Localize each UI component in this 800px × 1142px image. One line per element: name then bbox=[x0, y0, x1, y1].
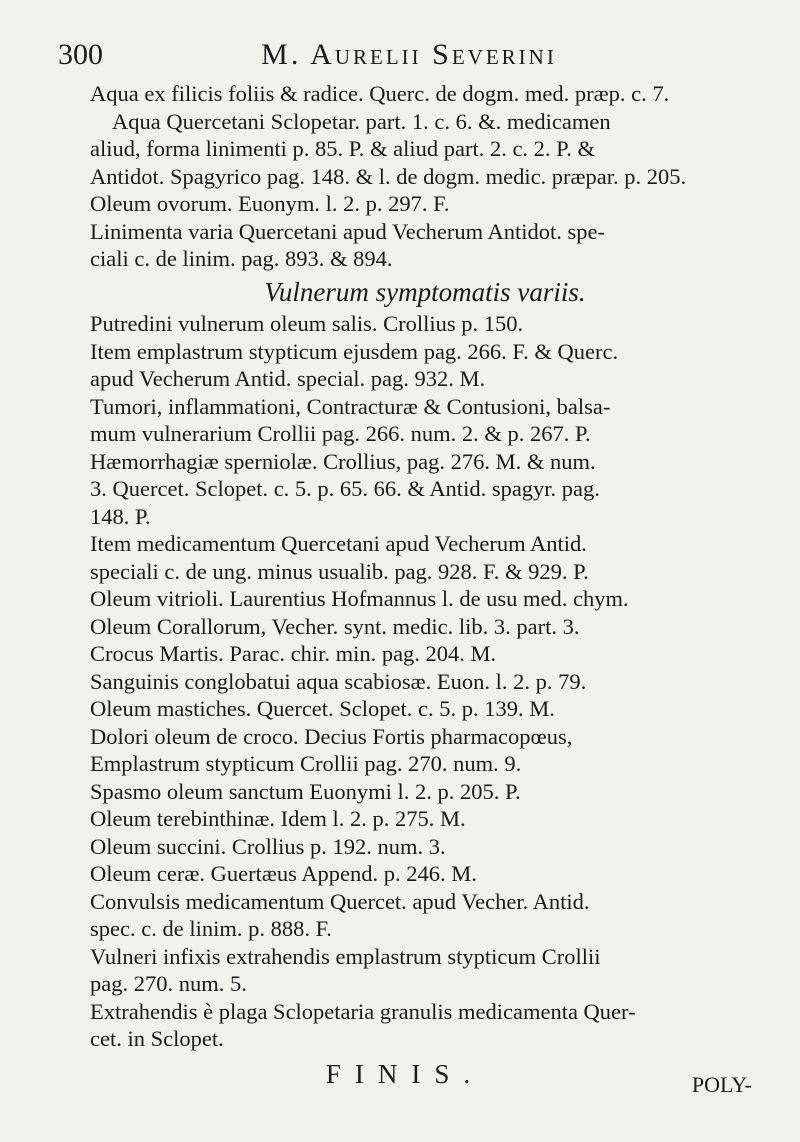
text-line: mum vulnerarium Crollii pag. 266. num. 2. & p. 267. P. bbox=[90, 421, 591, 446]
text-line: Vulneri infixis extrahendis emplastrum stypticum Crollii bbox=[90, 943, 601, 969]
text-line: cet. in Sclopet. bbox=[90, 1026, 224, 1051]
running-head: M. Aurelii Severini bbox=[261, 38, 557, 71]
text-line: 3. Quercet. Sclopet. c. 5. p. 65. 66. & Antid. spagyr. pag. bbox=[90, 476, 600, 501]
text-line: Aqua ex filicis foliis & radice. Querc. de dogm. med. præp. c. 7. bbox=[90, 81, 670, 106]
text-line: Aqua Quercetani Sclopetar. part. 1. c. 6. &. medicamen bbox=[112, 108, 611, 134]
text-line: Oleum Corallorum, Vecher. synt. medic. lib. 3. part. 3. bbox=[90, 613, 580, 639]
text-line: Sanguinis conglobatui aqua scabiosæ. Euon. l. 2. p. 79. bbox=[90, 668, 587, 694]
text-line: Tumori, inflammationi, Contracturæ & Contusioni, balsa- bbox=[90, 393, 611, 419]
text-line: Emplastrum stypticum Crollii pag. 270. num. 9. bbox=[90, 751, 522, 776]
text-line: Extrahendis è plaga Sclopetaria granulis medicamenta Quer- bbox=[90, 998, 636, 1024]
page-header bbox=[58, 38, 760, 78]
text-line: Dolori oleum de croco. Decius Fortis pharmacopœus, bbox=[90, 723, 573, 749]
text-line: spec. c. de linim. p. 888. F. bbox=[90, 916, 332, 941]
text-line: Putredini vulnerum oleum salis. Crollius p. 150. bbox=[90, 311, 524, 336]
text-line: Antidot. Spagyrico pag. 148. & l. de dogm. medic. præpar. p. 205. bbox=[90, 163, 687, 189]
text-line: Linimenta varia Quercetani apud Vecherum Antidot. spe- bbox=[90, 218, 606, 244]
text-line: Oleum mastiches. Quercet. Sclopet. c. 5. p. 139. M. bbox=[90, 696, 555, 721]
finis-mark: FINIS. bbox=[325, 1058, 485, 1089]
text-line: Item emplastrum stypticum ejusdem pag. 266. F. & Querc. bbox=[90, 338, 619, 364]
text-line: aliud, forma linimenti p. 85. P. & aliud part. 2. c. 2. P. & bbox=[90, 136, 595, 161]
text-line: Spasmo oleum sanctum Euonymi l. 2. p. 205. P. bbox=[90, 778, 521, 804]
text-line: Oleum terebinthinæ. Idem l. 2. p. 275. M. bbox=[90, 806, 466, 831]
text-line: Oleum ovorum. Euonym. l. 2. p. 297. F. bbox=[90, 191, 450, 216]
text-line: apud Vecherum Antid. special. pag. 932. M. bbox=[90, 366, 486, 391]
text-line: speciali c. de ung. minus usualib. pag. 928. F. & 929. P. bbox=[90, 558, 589, 584]
text-line: Oleum succini. Crollius p. 192. num. 3. bbox=[90, 833, 446, 859]
section-title: Vulnerum symptomatis variis. bbox=[264, 276, 586, 307]
catchword: POLY- bbox=[691, 1072, 752, 1097]
text-line: Oleum vitrioli. Laurentius Hofmannus l. de usu med. chym. bbox=[90, 586, 629, 611]
text-line: 148. P. bbox=[90, 503, 151, 529]
text-line: pag. 270. num. 5. bbox=[90, 971, 247, 996]
page-number: 300 bbox=[58, 38, 103, 71]
text-line: Convulsis medicamentum Quercet. apud Vecher. Antid. bbox=[90, 888, 590, 914]
body-text bbox=[90, 80, 760, 1088]
text-line: Crocus Martis. Parac. chir. min. pag. 204. M. bbox=[90, 641, 497, 666]
text-line: Oleum ceræ. Guertæus Append. p. 246. M. bbox=[90, 861, 477, 886]
text-line: ciali c. de linim. pag. 893. & 894. bbox=[90, 246, 393, 271]
text-line: Hæmorrhagiæ sperniolæ. Crollius, pag. 276. M. & num. bbox=[90, 448, 596, 474]
text-line: Item medicamentum Quercetani apud Vecherum Antid. bbox=[90, 531, 587, 556]
